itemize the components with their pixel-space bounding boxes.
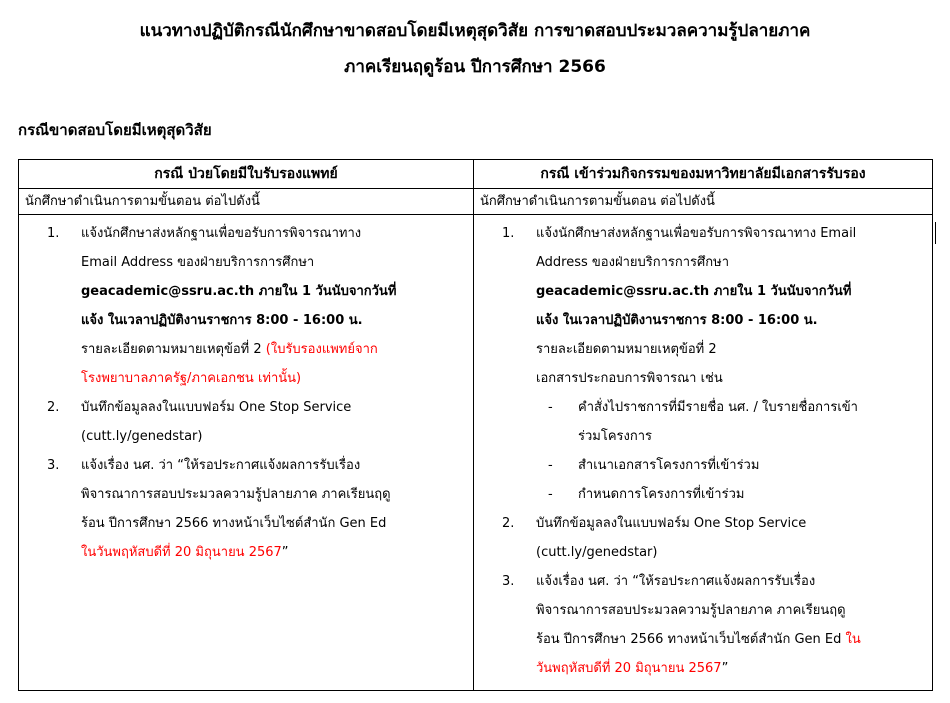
table-subheader-row xyxy=(19,189,933,215)
right-column-subheader: นักศึกษาดำเนินการตามขั้นตอน ต่อไปดังนี้ xyxy=(474,189,933,215)
document-sublist xyxy=(536,393,926,509)
step-text-line xyxy=(536,654,926,683)
right-column-body xyxy=(474,215,933,691)
left-step-list xyxy=(19,215,473,567)
step-text: Email Address ของฝ่ายบริการการศึกษา xyxy=(81,255,315,270)
step-text-line xyxy=(81,538,467,567)
right-column-header: กรณี เข้าร่วมกิจกรรมของมหาวิทยาลัยมีเอกสารรับรอง xyxy=(474,160,933,189)
step-text: แจ้งนักศึกษาส่งหลักฐานเพื่อขอรับการพิจารณาทาง Email xyxy=(536,226,857,241)
red-note: (ใบรับรองแพทย์จาก xyxy=(265,342,378,357)
text-cursor-mark xyxy=(935,222,936,244)
step-number: 2. xyxy=(502,516,515,531)
step-text: บันทึกข้อมูลลงในแบบฟอร์ม One Stop Service xyxy=(536,516,807,531)
list-item xyxy=(474,509,932,567)
right-step-list xyxy=(474,215,932,683)
dash-bullet: - xyxy=(548,400,553,415)
step-text: เอกสารประกอบการพิจารณา เช่น xyxy=(536,371,723,386)
list-item xyxy=(19,393,473,451)
step-text: แจ้งเรื่อง นศ. ว่า “ให้รอประกาศแจ้งผลการรับเรื่อง xyxy=(536,574,816,589)
closing-quote: ” xyxy=(281,545,289,560)
step-text: (cutt.ly/genedstar) xyxy=(536,545,658,560)
table-header-row xyxy=(19,160,933,189)
dash-bullet: - xyxy=(548,458,553,473)
step-text-bold: geacademic@ssru.ac.th ภายใน 1 วันนับจากวันที่ xyxy=(536,284,852,299)
red-note: โรงพยาบาลภาครัฐ/ภาคเอกชน เท่านั้น) xyxy=(81,371,302,386)
list-item xyxy=(536,393,926,451)
step-text: แจ้งเรื่อง นศ. ว่า “ให้รอประกาศแจ้งผลการรับเรื่อง xyxy=(81,458,361,473)
sub-item-text: สำเนาเอกสารโครงการที่เข้าร่วม xyxy=(578,458,760,473)
red-date: ในวันพฤหัสบดีที่ 20 มิถุนายน 2567 xyxy=(81,545,282,560)
section-heading: กรณีขาดสอบโดยมีเหตุสุดวิสัย xyxy=(18,121,212,139)
step-text: Address ของฝ่ายบริการการศึกษา xyxy=(536,255,730,270)
left-column-subheader: นักศึกษาดำเนินการตามขั้นตอน ต่อไปดังนี้ xyxy=(19,189,474,215)
step-text-line xyxy=(81,335,467,364)
step-number: 3. xyxy=(502,574,515,589)
table-body-row xyxy=(19,215,933,691)
red-date: วันพฤหัสบดีที่ 20 มิถุนายน 2567 xyxy=(536,661,722,676)
step-number: 1. xyxy=(47,226,60,241)
step-text-bold: geacademic@ssru.ac.th ภายใน 1 วันนับจากวันที่ xyxy=(81,284,397,299)
list-item xyxy=(536,480,926,509)
step-text-line xyxy=(536,625,926,654)
step-text: พิจารณาการสอบประมวลความรู้ปลายภาค ภาคเรียนฤดู xyxy=(81,487,391,502)
sub-item-text: คำสั่งไปราชการที่มีรายชื่อ นศ. / ใบรายชื่อการเข้า xyxy=(578,400,858,415)
step-number: 2. xyxy=(47,400,60,415)
step-text-bold: แจ้ง ในเวลาปฏิบัติงานราชการ 8:00 - 16:00 น. xyxy=(536,313,818,328)
procedure-table xyxy=(18,159,933,691)
document-title-line-2: ภาคเรียนฤดูร้อน ปีการศึกษา 2566 xyxy=(344,57,606,77)
step-text: ร้อน ปีการศึกษา 2566 ทางหน้าเว็บไซต์สำนัก Gen Ed xyxy=(81,516,387,531)
sub-item-text: ร่วมโครงการ xyxy=(578,429,653,444)
step-text: รายละเอียดตามหมายเหตุข้อที่ 2 xyxy=(81,342,266,357)
dash-bullet: - xyxy=(548,487,553,502)
document-title-line-1: แนวทางปฏิบัติกรณีนักศึกษาขาดสอบโดยมีเหตุสุดวิสัย การขาดสอบประมวลความรู้ปลายภาค xyxy=(139,21,811,41)
left-column-header: กรณี ป่วยโดยมีใบรับรองแพทย์ xyxy=(19,160,474,189)
closing-quote: ” xyxy=(721,661,729,676)
step-text: (cutt.ly/genedstar) xyxy=(81,429,203,444)
list-item xyxy=(474,219,932,509)
step-text: ร้อน ปีการศึกษา 2566 ทางหน้าเว็บไซต์สำนัก Gen Ed xyxy=(536,632,846,647)
list-item xyxy=(474,567,932,683)
sub-item-text: กำหนดการโครงการที่เข้าร่วม xyxy=(578,487,745,502)
red-date: ใน xyxy=(845,632,861,647)
step-text: บันทึกข้อมูลลงในแบบฟอร์ม One Stop Service xyxy=(81,400,352,415)
list-item xyxy=(19,219,473,393)
step-text: พิจารณาการสอบประมวลความรู้ปลายภาค ภาคเรียนฤดู xyxy=(536,603,846,618)
step-number: 1. xyxy=(502,226,515,241)
step-text: แจ้งนักศึกษาส่งหลักฐานเพื่อขอรับการพิจารณาทาง xyxy=(81,226,362,241)
step-number: 3. xyxy=(47,458,60,473)
left-column-body xyxy=(19,215,474,691)
step-text-bold: แจ้ง ในเวลาปฏิบัติงานราชการ 8:00 - 16:00 น. xyxy=(81,313,363,328)
list-item xyxy=(536,451,926,480)
step-text: รายละเอียดตามหมายเหตุข้อที่ 2 xyxy=(536,342,717,357)
list-item xyxy=(19,451,473,567)
